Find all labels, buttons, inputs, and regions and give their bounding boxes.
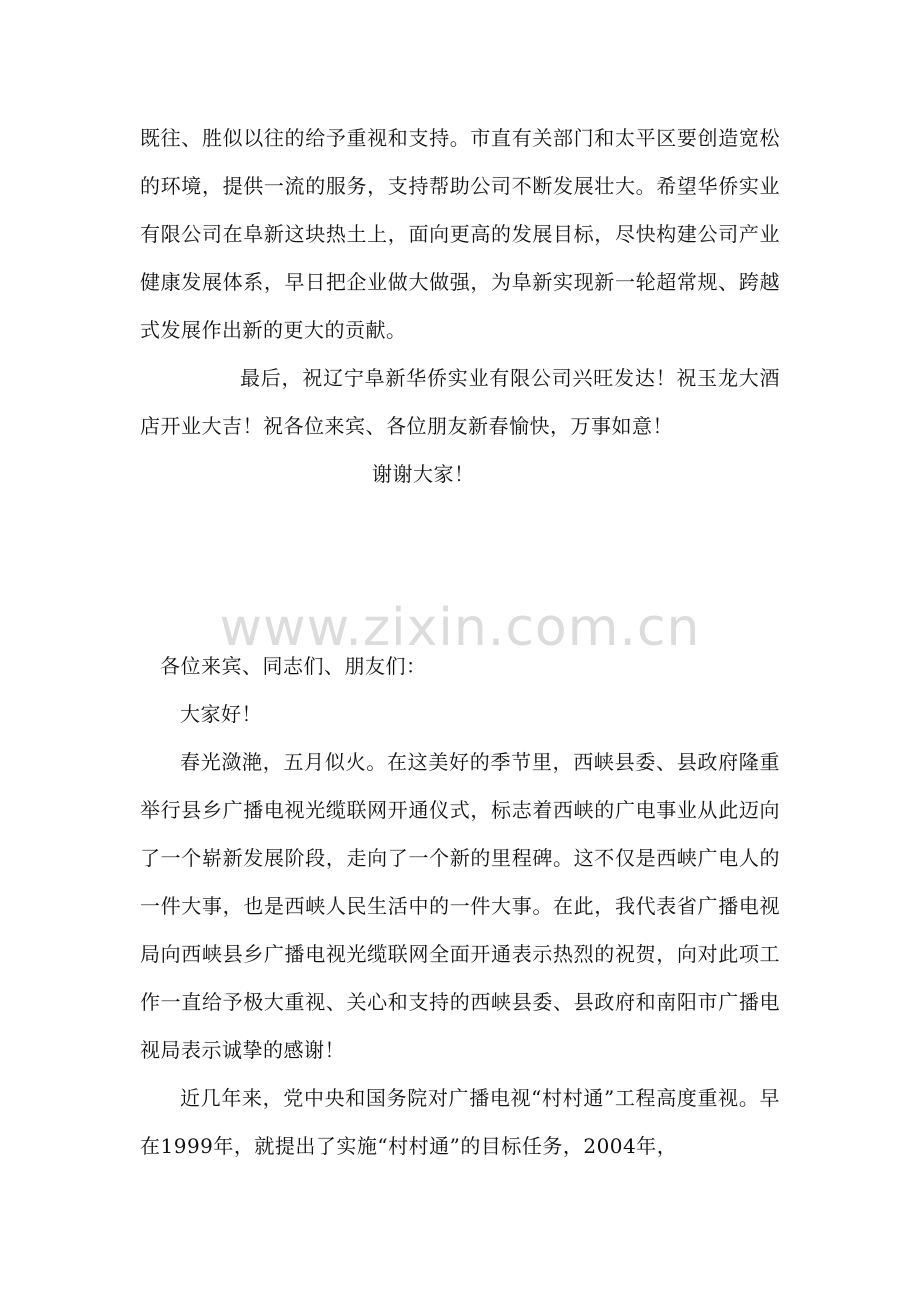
speech-ending-section — [140, 114, 780, 498]
body-paragraph: 春光潋滟，五月似火。在这美好的季节里，西峡县委、县政府隆重举行县乡广播电视光缆联网开通仪式，标志着西峡的广电事业从此迈向了一个崭新发展阶段，走向了一个新的里程碑。这不仅是西峡广电人的一件大事，也是西峡人民生活中的一件大事。在此，我代表省广播电视局向西峡县乡广播电视光缆联网全面开通表示热烈的祝贺，向对此项工作一直给予极大重视、关心和支持的西峡县委、县政府和南阳市广播电视局表示诚挚的感谢！ — [140, 750, 780, 1062]
closing-wishes-paragraph: 最后，祝辽宁阜新华侨实业有限公司兴旺发达！祝玉龙大酒店开业大吉！祝各位来宾、各位朋友新春愉快，万事如意！ — [140, 366, 780, 438]
greeting-line: 大家好！ — [180, 702, 262, 726]
body-paragraph: 既往、胜似以往的给予重视和支持。市直有关部门和太平区要创造宽松的环境，提供一流的服务，支持帮助公司不断发展壮大。希望华侨实业有限公司在阜新这块热土上，面向更高的发展目标，尽快构建公司产业健康发展体系，早日把企业做大做强，为阜新实现新一轮超常规、跨越式发展作出新的更大的贡献。 — [140, 126, 780, 342]
body-paragraph: 近几年来，党中央和国务院对广播电视“村村通”工程高度重视。早在1999年，就提出了实施“村村通”的目标任务，2004年， — [140, 1086, 780, 1158]
thanks-line: 谢谢大家！ — [372, 462, 475, 486]
salutation-line: 各位来宾、同志们、朋友们： — [160, 654, 427, 678]
speech-start-section — [140, 642, 780, 1170]
watermark: www.zixin.com.cn — [219, 598, 701, 658]
